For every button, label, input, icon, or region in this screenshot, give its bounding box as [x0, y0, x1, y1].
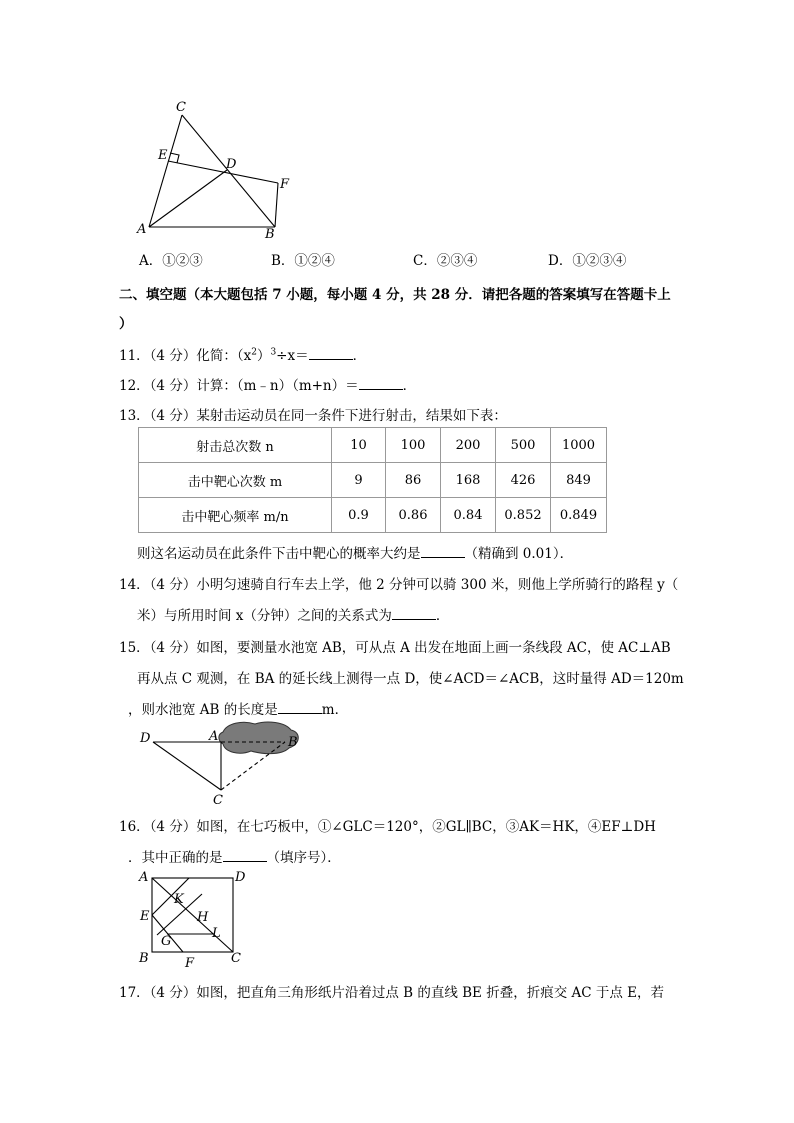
- table-cell: 100: [386, 428, 441, 463]
- option-a-label: A．: [139, 253, 163, 269]
- fig1-label-f: F: [280, 177, 290, 192]
- q17-num: 17．: [119, 985, 150, 1001]
- tangram-label-h: H: [197, 910, 209, 925]
- q13-text: 某射击运动员在同一条件下进行射击，结果如下表：: [196, 408, 507, 424]
- q15-line1: 如图，要测量水池宽 AB，可从点 A 出发在地面上画一条线段 AC，使 AC⊥AB: [196, 640, 671, 656]
- q13-after: 则这名运动员在此条件下击中靶心的概率大约是: [137, 546, 421, 562]
- question-16: [119, 815, 656, 835]
- table-cell: 10: [332, 428, 386, 463]
- q14-line2: 米）与所用时间 x（分钟）之间的关系式为: [137, 608, 392, 624]
- pool-label-a: A: [209, 729, 219, 744]
- answer-blank[interactable]: [278, 700, 322, 714]
- question-11: [119, 344, 366, 364]
- q11-mid: ）: [256, 348, 271, 364]
- tangram-label-f: F: [185, 956, 195, 970]
- question-15-cont: [128, 698, 348, 718]
- table-row-head: 击中靶心频率 m/n: [139, 498, 332, 533]
- table-cell: 86: [386, 463, 441, 498]
- tangram-label-b: B: [139, 951, 149, 966]
- question-12: [119, 374, 416, 394]
- q12-score: （4 分）: [149, 378, 197, 394]
- fig1-label-c: C: [176, 100, 186, 115]
- q11-end: ．: [352, 348, 367, 364]
- fig1-label-a: A: [137, 222, 147, 237]
- question-15: [119, 636, 671, 656]
- option-b-value: ①②④: [294, 253, 335, 269]
- tangram-label-d: D: [235, 870, 246, 885]
- pool-label-d: D: [140, 731, 151, 746]
- q11-sup: 2: [251, 347, 257, 358]
- fig1-label-e: E: [158, 148, 168, 163]
- q17-line1: 如图，把直角三角形纸片沿着过点 B 的直线 BE 折叠，折痕交 AC 于点 E，若: [196, 985, 664, 1001]
- tangram-label-k: K: [174, 892, 184, 907]
- q12-text: 计算：（m﹣n）（m+n）＝: [196, 378, 359, 394]
- q15-end: m．: [321, 702, 349, 718]
- table-cell: 0.852: [496, 498, 551, 533]
- fig1-label-d: D: [226, 157, 237, 172]
- section-heading: 二、填空题（本大题包括 7 小题，每小题 4 分，共 28 分．请把各题的答案填写在答题卡上: [119, 287, 671, 303]
- option-d: [548, 249, 626, 269]
- table-cell: 0.84: [441, 498, 496, 533]
- fig1-label-b: B: [265, 227, 275, 242]
- q12-end: ．: [402, 378, 417, 394]
- q14-end: ．: [435, 608, 450, 624]
- table-row-head: 击中靶心次数 m: [139, 463, 332, 498]
- option-a-value: ①②③: [162, 253, 203, 269]
- option-d-label: D．: [548, 253, 573, 269]
- tangram-label-a: A: [139, 870, 149, 885]
- q13-after-end: （精确到 0.01）．: [464, 546, 574, 562]
- option-c-value: ②③④: [436, 253, 478, 269]
- section-heading-cont: ）: [119, 316, 133, 332]
- question-17: [119, 981, 664, 1001]
- option-a: [139, 249, 203, 269]
- question-14-cont: [137, 604, 449, 624]
- table-row-head: 射击总次数 n: [139, 428, 332, 463]
- pool-shape: [219, 722, 298, 754]
- answer-blank[interactable]: [392, 606, 436, 620]
- table-cell: 9: [332, 463, 386, 498]
- answer-blank[interactable]: [359, 376, 403, 390]
- q16-num: 16．: [119, 819, 150, 835]
- q11-sup2: 3: [270, 347, 277, 358]
- option-b-label: B．: [271, 253, 295, 269]
- answer-blank[interactable]: [421, 544, 465, 558]
- table-row: [139, 428, 607, 463]
- q13-num: 13．: [119, 408, 150, 424]
- q14-line1: 小明匀速骑自行车去上学，他 2 分钟可以骑 300 米，则他上学所骑行的路程 y（: [196, 577, 679, 593]
- tangram-figure: [135, 865, 255, 970]
- tangram-label-e: E: [140, 909, 150, 924]
- table-cell: 168: [441, 463, 496, 498]
- answer-blank[interactable]: [309, 346, 353, 360]
- option-c: [413, 249, 477, 269]
- shooting-table: [138, 427, 607, 533]
- table-cell: 200: [441, 428, 496, 463]
- q11-score: （4 分）: [149, 348, 197, 364]
- tangram-label-l: L: [212, 926, 221, 941]
- q15-line2: 再从点 C 观测，在 BA 的延长线上测得一点 D，使∠ACD＝∠ACB，这时量得 AD＝120m: [137, 671, 684, 687]
- option-b: [271, 249, 335, 269]
- table-cell: 426: [496, 463, 551, 498]
- q14-score: （4 分）: [149, 577, 197, 593]
- table-cell: 500: [496, 428, 551, 463]
- option-d-value: ①②③④: [572, 253, 627, 269]
- table-cell: 0.9: [332, 498, 386, 533]
- table-cell: 0.849: [551, 498, 607, 533]
- table-row: [139, 498, 607, 533]
- q11-num: 11．: [119, 348, 150, 364]
- q15-score: （4 分）: [149, 640, 197, 656]
- q14-num: 14．: [119, 577, 150, 593]
- q15-line3: ，则水池宽 AB 的长度是: [128, 702, 278, 718]
- q16-line1: 如图，在七巧板中，①∠GLC＝120°，②GL∥BC，③AK＝HK，④EF⊥DH: [196, 819, 656, 835]
- q15-num: 15．: [119, 640, 150, 656]
- question-16-cont: [128, 846, 341, 866]
- answer-blank[interactable]: [223, 848, 267, 862]
- pool-label-c: C: [213, 793, 223, 808]
- q16-score: （4 分）: [149, 819, 197, 835]
- tangram-label-g: G: [161, 934, 172, 949]
- table-cell: 849: [551, 463, 607, 498]
- q16-end: （填序号）．: [266, 850, 341, 866]
- table-row: [139, 463, 607, 498]
- question-14: [119, 573, 678, 593]
- q13-followup: [137, 542, 573, 562]
- pool-figure: [135, 718, 315, 808]
- q11-prefix: 化简：（x: [196, 348, 252, 364]
- question-13: [119, 404, 507, 424]
- triangle-figure: [130, 95, 310, 245]
- option-c-label: C．: [413, 253, 437, 269]
- table-cell: 1000: [551, 428, 607, 463]
- pool-label-b: B: [288, 735, 298, 750]
- q11-suffix: ÷x＝: [276, 348, 309, 364]
- q13-score: （4 分）: [149, 408, 197, 424]
- table-cell: 0.86: [386, 498, 441, 533]
- q17-score: （4 分）: [149, 985, 197, 1001]
- tangram-label-c: C: [231, 951, 241, 966]
- q16-line2: ．其中正确的是: [128, 850, 223, 866]
- q12-num: 12．: [119, 378, 150, 394]
